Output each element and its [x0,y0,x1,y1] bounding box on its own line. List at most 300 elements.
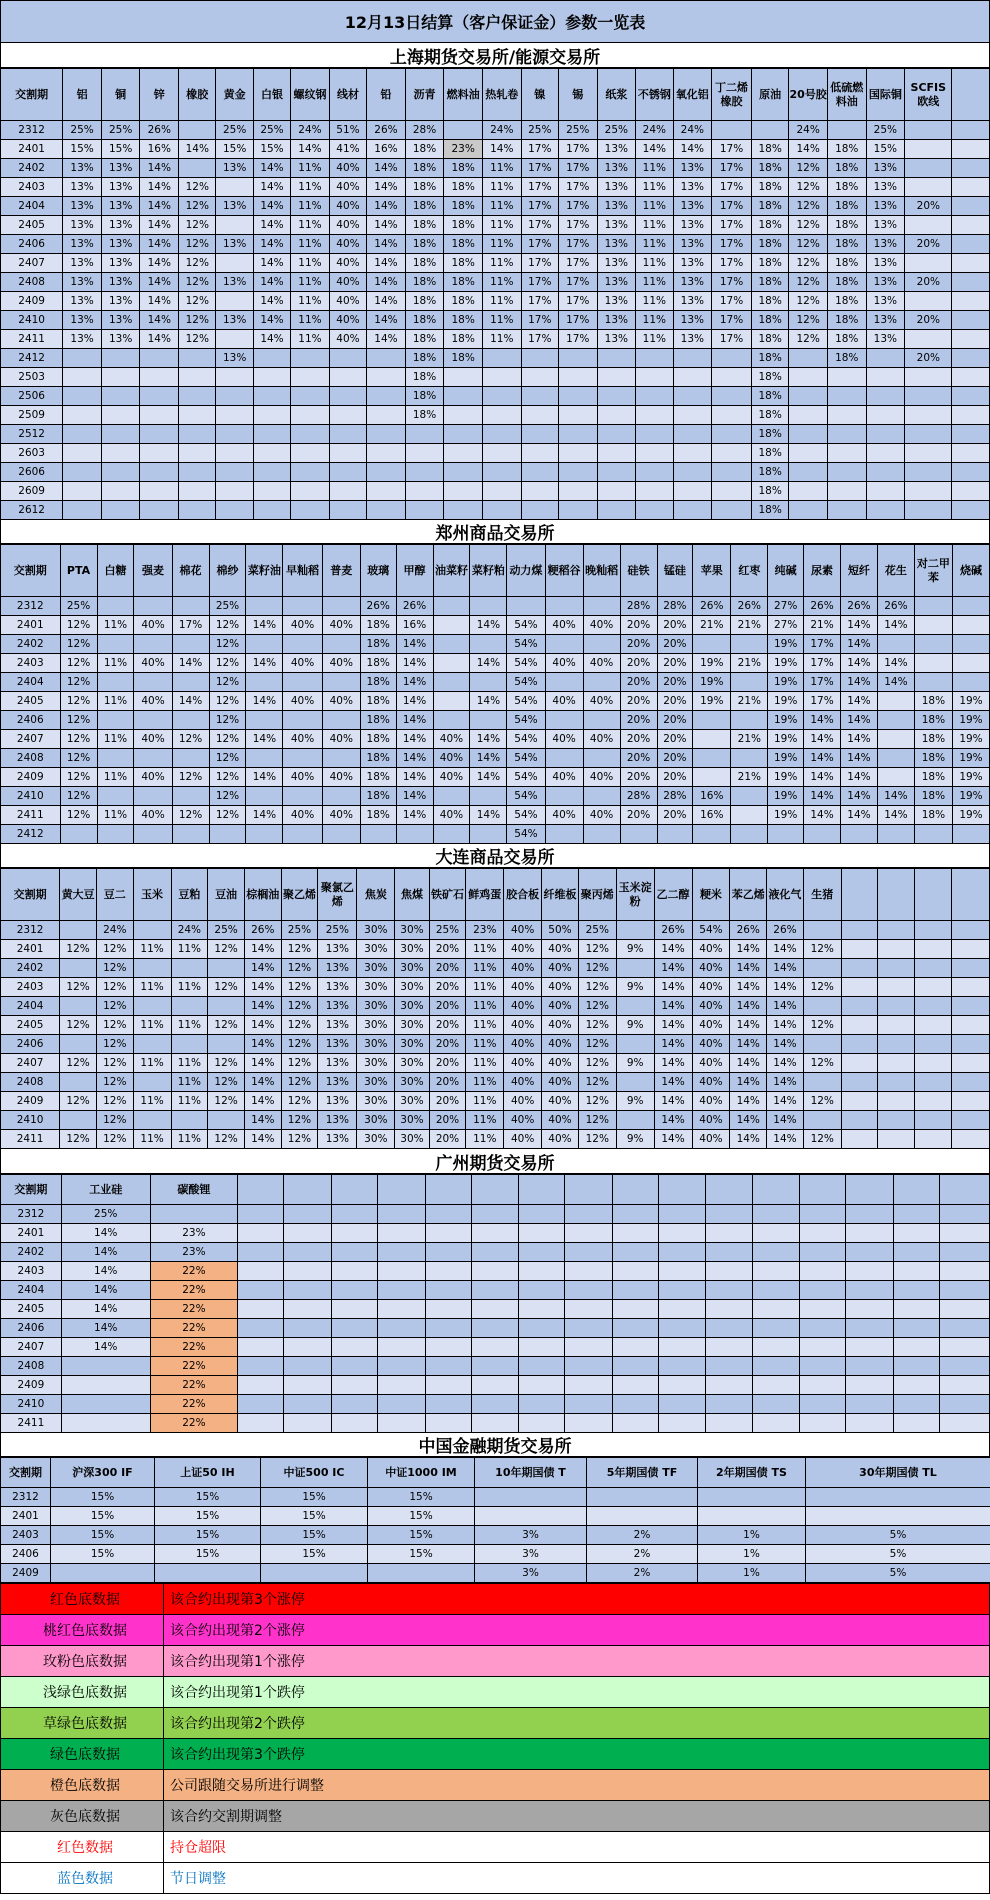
margin-cell: 13% [866,330,905,349]
margin-cell [425,1243,471,1262]
margin-cell: 13% [597,178,636,197]
margin-cell: 11% [97,654,134,673]
margin-cell: 30% [357,959,395,978]
margin-cell [519,1281,565,1300]
margin-cell [367,406,406,425]
margin-cell: 40% [504,1130,542,1149]
column-header: 纤维板 [542,869,579,921]
column-header [752,1175,799,1205]
margin-cell [519,1224,565,1243]
margin-cell [216,330,253,349]
margin-cell: 11% [291,254,330,273]
margin-cell [915,1092,952,1111]
margin-cell [752,1338,799,1357]
margin-cell [951,1016,989,1035]
column-header [893,1175,939,1205]
margin-cell [425,1338,471,1357]
margin-cell [893,1357,939,1376]
margin-cell: 18% [444,311,483,330]
margin-cell: 12% [179,311,216,330]
margin-cell [940,1300,990,1319]
margin-cell [101,425,140,444]
margin-cell: 12% [281,1016,318,1035]
margin-cell [866,425,905,444]
margin-cell [804,825,841,844]
margin-cell [433,616,470,635]
margin-cell: 14% [396,711,433,730]
margin-cell [800,1224,846,1243]
margin-cell: 18% [827,292,866,311]
margin-cell: 20% [657,730,693,749]
margin-cell: 14% [179,140,216,159]
margin-cell [519,1395,565,1414]
margin-cell [521,406,558,425]
margin-cell: 14% [789,140,828,159]
margin-cell [471,1338,518,1357]
margin-cell [519,1338,565,1357]
delivery-period-cell: 2509 [1,406,63,425]
margin-cell [433,787,470,806]
margin-cell [893,1414,939,1433]
margin-cell: 11% [482,235,521,254]
margin-cell [693,711,731,730]
margin-cell: 14% [470,616,507,635]
table-row [1,121,990,140]
margin-cell: 18% [751,387,788,406]
margin-cell: 40% [542,1073,579,1092]
margin-cell [915,997,952,1016]
margin-cell: 24% [673,121,712,140]
margin-cell: 14% [367,197,406,216]
margin-cell [877,635,914,654]
margin-cell [905,482,952,501]
margin-cell: 22% [150,1338,238,1357]
delivery-period-cell: 2410 [1,311,63,330]
legend-key: 草绿色底数据 [1,1708,164,1739]
margin-cell [545,635,583,654]
margin-cell [284,1376,331,1395]
margin-cell [140,501,179,520]
legend-key: 玫粉色底数据 [1,1646,164,1677]
column-header [659,1175,706,1205]
margin-cell: 13% [866,254,905,273]
margin-cell [378,1376,425,1395]
margin-cell: 16% [396,616,433,635]
margin-cell: 18% [914,730,952,749]
margin-cell [789,482,828,501]
margin-cell [706,1319,752,1338]
margin-cell: 40% [504,959,542,978]
margin-cell: 26% [367,121,406,140]
margin-cell [521,349,558,368]
margin-cell: 15% [368,1507,475,1526]
margin-cell [706,1376,752,1395]
margin-cell [63,406,102,425]
margin-cell: 14% [246,616,283,635]
table-row [1,1338,990,1357]
column-header: 苯乙烯 [730,869,767,921]
margin-cell [827,444,866,463]
margin-cell: 11% [291,311,330,330]
margin-cell: 14% [730,1092,767,1111]
margin-cell: 40% [583,654,620,673]
margin-cell [378,1224,425,1243]
margin-cell: 14% [804,730,841,749]
margin-cell [253,444,290,463]
margin-cell: 19% [952,730,989,749]
column-header: 工业硅 [61,1175,150,1205]
margin-cell: 19% [952,692,989,711]
margin-cell: 40% [283,730,322,749]
legend-description: 该合约交割期调整 [164,1801,990,1832]
margin-cell: 2% [587,1564,698,1583]
delivery-period-cell: 2406 [1,1545,51,1564]
margin-cell [800,1338,846,1357]
margin-cell [322,597,360,616]
margin-cell: 11% [482,273,521,292]
margin-cell: 28% [657,597,693,616]
margin-cell: 40% [283,616,322,635]
margin-cell [101,349,140,368]
margin-cell: 18% [751,159,788,178]
margin-cell [940,1205,990,1224]
column-header: 红枣 [731,545,768,597]
column-header: 聚氯乙烯 [318,869,357,921]
margin-cell [329,482,366,501]
margin-cell: 14% [61,1338,150,1357]
margin-cell: 30% [357,1073,395,1092]
margin-cell: 12% [281,1035,318,1054]
margin-cell: 30% [395,978,429,997]
margin-cell: 14% [396,806,433,825]
margin-cell: 26% [693,597,731,616]
margin-cell: 20% [905,311,952,330]
margin-cell: 20% [905,349,952,368]
margin-cell: 12% [96,940,133,959]
shfe-table [0,68,990,520]
margin-cell [659,1300,706,1319]
margin-cell: 12% [578,1035,616,1054]
margin-cell: 14% [804,787,841,806]
margin-cell [612,1395,658,1414]
margin-cell: 12% [60,692,97,711]
margin-cell [284,1414,331,1433]
margin-cell: 20% [429,1035,466,1054]
margin-cell [905,463,952,482]
margin-cell: 40% [692,1130,730,1149]
margin-cell [583,749,620,768]
margin-cell: 3% [475,1526,587,1545]
margin-cell [238,1262,284,1281]
margin-cell: 17% [558,254,597,273]
margin-cell: 20% [620,806,657,825]
margin-cell: 19% [768,692,804,711]
margin-cell: 15% [155,1488,261,1507]
margin-cell [800,1243,846,1262]
margin-cell [470,787,507,806]
margin-cell [101,463,140,482]
margin-cell: 14% [253,292,290,311]
margin-cell [209,825,246,844]
margin-cell: 28% [620,787,657,806]
margin-cell [915,1054,952,1073]
margin-cell [134,673,172,692]
margin-cell [866,463,905,482]
margin-cell: 30% [395,921,429,940]
margin-cell [940,1357,990,1376]
margin-cell [878,1073,915,1092]
margin-cell: 25% [558,121,597,140]
margin-cell: 40% [322,616,360,635]
margin-cell: 11% [636,330,673,349]
margin-cell [172,749,209,768]
margin-cell: 20% [429,1054,466,1073]
margin-cell: 20% [657,654,693,673]
margin-cell [378,1262,425,1281]
margin-cell [565,1262,612,1281]
margin-cell [425,1205,471,1224]
margin-cell: 20% [657,768,693,787]
column-header [378,1175,425,1205]
margin-cell: 14% [61,1243,150,1262]
margin-cell: 13% [318,1073,357,1092]
margin-cell: 13% [216,159,253,178]
margin-cell: 1% [698,1526,806,1545]
delivery-period-cell: 2402 [1,1243,62,1262]
margin-cell: 13% [866,273,905,292]
column-header [612,1175,658,1205]
margin-cell [521,463,558,482]
margin-cell: 11% [97,768,134,787]
margin-cell: 30% [395,1092,429,1111]
column-header: 普麦 [322,545,360,597]
margin-cell [545,597,583,616]
margin-cell: 14% [840,787,877,806]
column-header: 聚丙烯 [578,869,616,921]
margin-cell: 19% [768,654,804,673]
margin-cell [367,444,406,463]
margin-cell [659,1224,706,1243]
margin-cell [519,1262,565,1281]
margin-cell: 40% [433,806,470,825]
margin-cell: 14% [470,806,507,825]
delivery-period-cell: 2412 [1,349,63,368]
column-header: 铜 [101,69,140,121]
margin-cell [558,349,597,368]
margin-cell: 30% [395,1111,429,1130]
margin-cell [179,349,216,368]
margin-cell [612,1281,658,1300]
margin-cell: 19% [768,730,804,749]
table-row [1,482,990,501]
margin-cell [768,825,804,844]
margin-cell [246,825,283,844]
margin-cell: 18% [751,425,788,444]
margin-cell [565,1224,612,1243]
margin-cell: 40% [692,997,730,1016]
delivery-period-cell: 2407 [1,254,63,273]
margin-cell: 3% [475,1564,587,1583]
margin-cell [878,1130,915,1149]
margin-cell [597,444,636,463]
margin-cell: 21% [731,692,768,711]
margin-cell [284,1243,331,1262]
margin-cell: 14% [730,1073,767,1092]
sheet-title: 12月13日结算（客户保证金）参数一览表 [0,0,990,43]
margin-cell: 5% [806,1545,990,1564]
delivery-period-cell: 2407 [1,1338,62,1357]
margin-cell: 40% [329,159,366,178]
czce-table [0,544,990,844]
margin-cell: 20% [657,806,693,825]
margin-cell: 18% [827,273,866,292]
table-row [1,1054,990,1073]
margin-cell [636,387,673,406]
margin-cell: 14% [291,140,330,159]
margin-cell: 12% [281,1054,318,1073]
margin-cell [378,1281,425,1300]
margin-cell [827,121,866,140]
margin-cell: 19% [952,806,989,825]
margin-cell: 1% [698,1545,806,1564]
margin-cell [471,1300,518,1319]
margin-cell [133,1111,171,1130]
margin-cell [216,178,253,197]
delivery-period-cell: 2402 [1,159,63,178]
margin-cell: 40% [433,768,470,787]
margin-cell: 11% [636,159,673,178]
margin-cell: 11% [133,1130,171,1149]
margin-cell [800,1357,846,1376]
margin-cell [101,444,140,463]
margin-cell [471,1395,518,1414]
margin-cell: 20% [429,1016,466,1035]
column-header: 焦炭 [357,869,395,921]
margin-cell [565,1243,612,1262]
margin-cell: 14% [654,1130,692,1149]
margin-cell: 18% [444,159,483,178]
margin-cell: 17% [804,692,841,711]
margin-cell: 12% [96,1054,133,1073]
margin-cell [915,921,952,940]
margin-cell: 12% [803,1016,841,1035]
margin-cell: 18% [360,711,396,730]
column-header: 氧化铝 [673,69,712,121]
margin-cell [482,406,521,425]
margin-cell [140,425,179,444]
margin-cell: 30% [395,959,429,978]
margin-cell [712,368,752,387]
margin-cell: 9% [616,1016,654,1035]
margin-cell: 14% [61,1281,150,1300]
margin-cell: 12% [789,178,828,197]
margin-cell: 40% [283,806,322,825]
margin-cell: 12% [60,978,97,997]
margin-cell [846,1357,893,1376]
margin-cell: 40% [134,654,172,673]
margin-cell: 9% [616,940,654,959]
margin-cell [519,1243,565,1262]
margin-cell: 12% [172,768,209,787]
margin-cell: 18% [751,197,788,216]
margin-cell: 17% [558,330,597,349]
margin-cell: 13% [673,311,712,330]
margin-cell [597,368,636,387]
margin-cell: 26% [877,597,914,616]
margin-cell: 14% [61,1300,150,1319]
margin-cell [789,349,828,368]
margin-cell: 12% [209,730,246,749]
margin-cell: 12% [60,1092,97,1111]
margin-cell: 18% [360,787,396,806]
margin-cell [558,425,597,444]
margin-cell [565,1319,612,1338]
delivery-period-cell: 2409 [1,768,61,787]
margin-cell: 12% [172,806,209,825]
margin-cell: 11% [466,959,504,978]
margin-cell [905,254,952,273]
column-header: 原油 [751,69,788,121]
dce-table [0,868,990,1149]
margin-cell: 27% [768,616,804,635]
margin-cell: 11% [133,940,171,959]
margin-cell [331,1395,377,1414]
margin-cell: 24% [789,121,828,140]
margin-cell: 14% [654,1035,692,1054]
margin-cell: 40% [542,1111,579,1130]
margin-cell: 30% [357,1054,395,1073]
margin-cell [659,1338,706,1357]
margin-cell: 18% [914,692,952,711]
column-header: 锰硅 [657,545,693,597]
margin-cell: 20% [429,1130,466,1149]
delivery-period-cell: 2408 [1,1357,62,1376]
header-row [1,869,990,921]
margin-cell [253,406,290,425]
margin-cell: 40% [329,197,366,216]
legend-description: 该合约出现第3个涨停 [164,1584,990,1615]
margin-cell [893,1205,939,1224]
margin-cell [171,997,208,1016]
margin-cell [698,1507,806,1526]
czce-section-title: 郑州商品交易所 [0,520,990,544]
delivery-period-cell: 2403 [1,1262,62,1281]
margin-cell [905,178,952,197]
margin-cell [616,997,654,1016]
margin-cell: 13% [866,235,905,254]
margin-cell: 12% [803,940,841,959]
margin-cell: 12% [578,1054,616,1073]
margin-cell [63,349,102,368]
delivery-period-cell: 2404 [1,673,61,692]
margin-cell: 13% [866,159,905,178]
margin-cell: 18% [827,197,866,216]
margin-cell: 14% [804,806,841,825]
margin-cell [731,711,768,730]
margin-cell: 14% [840,711,877,730]
margin-cell [597,425,636,444]
margin-cell: 18% [827,140,866,159]
margin-cell: 40% [692,1111,730,1130]
delivery-period-cell: 2411 [1,1414,62,1433]
margin-cell [712,463,752,482]
margin-cell: 40% [283,654,322,673]
column-header: 焦煤 [395,869,429,921]
margin-cell [712,501,752,520]
margin-cell [63,425,102,444]
margin-cell: 13% [318,1130,357,1149]
margin-cell: 17% [558,235,597,254]
